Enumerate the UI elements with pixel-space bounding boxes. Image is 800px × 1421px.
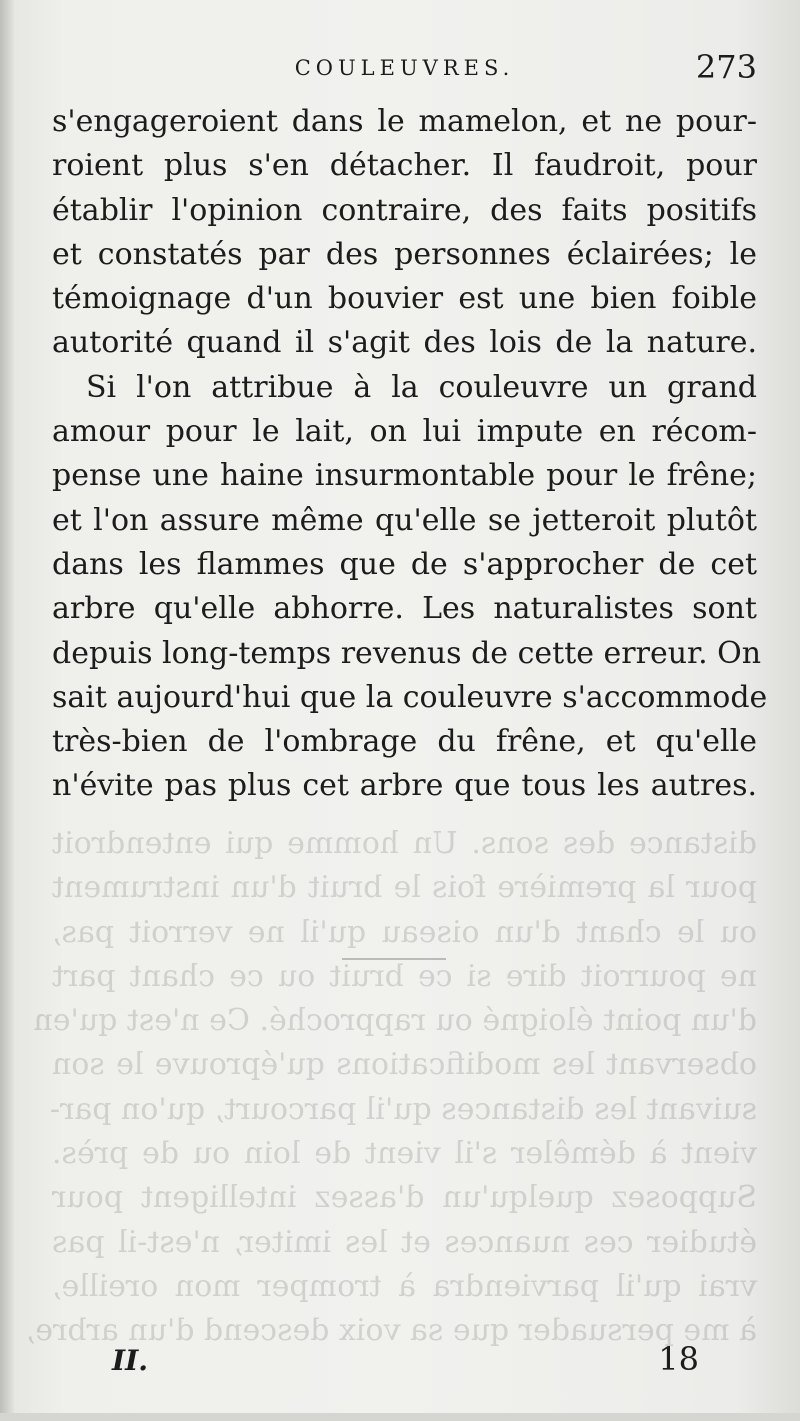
page-gutter-edge (0, 0, 14, 1421)
text-line: autorité quand il s'agit des lois de la nature. (52, 325, 757, 361)
text-line: très-bien de l'ombrage du frêne, et qu'elle (52, 724, 757, 760)
text-line: arbre qu'elle abhorre. Les naturalistes sont (52, 591, 757, 627)
text-line: roient plus s'en détacher. Il faudroit, pour (52, 148, 757, 184)
page-footer (52, 1340, 757, 1380)
text-line: s'engageroient dans le mamelon, et ne pour- (52, 104, 757, 139)
bleed-line: ne pourroit dire si ce bruit ou ce chant part (52, 958, 757, 994)
page-header (52, 48, 757, 92)
text-line: et constatés par des personnes éclairées; le (52, 236, 757, 272)
text-line: et l'on assure même qu'elle se jetteroit plutôt (52, 502, 757, 538)
text-line: amour pour le lait, on lui impute en récom- (52, 414, 757, 450)
bleed-line: d'un point éloigné ou rapproché. Ce n'est qu'en (33, 1003, 757, 1039)
bleed-line: à me persuader que sa voix descend d'un arbre, (25, 1313, 757, 1349)
text-line: établir l'opinion contraire, des faits positifs (52, 192, 757, 228)
text-line: depuis long-temps revenus de cette erreur. On (52, 635, 762, 671)
signature-mark: II. (112, 1344, 148, 1377)
bleed-line: distance des sons. Un homme qui entendroit (52, 826, 757, 861)
bleed-line: ou le chant d'un oiseau qu'il ne verroit pas, (52, 914, 757, 950)
text-line: Si l'on attribue à la couleuvre un grand (86, 369, 757, 405)
bleed-line: vrai qu'il parviendra à tromper mon oreille, (52, 1268, 757, 1304)
bleed-line: suivant les distances qu'il parcourt, qu'on par- (49, 1091, 757, 1127)
text-line: dans les flammes que de s'approcher de cet (52, 546, 757, 582)
bleed-through-rule (342, 958, 446, 960)
running-head: COULEUVRES. (294, 56, 515, 80)
gathering-number: 18 (658, 1340, 699, 1378)
page-bottom-edge (0, 1413, 800, 1421)
bleed-through-text (25, 822, 757, 1354)
text-line: témoignage d'un bouvier est une bien foible (52, 281, 757, 317)
text-line: sait aujourd'hui que la couleuvre s'accommode (52, 679, 768, 715)
text-line: n'évite pas plus cet arbre que tous les autres. (52, 768, 757, 804)
bleed-line: Supposez quelqu'un d'assez intelligent pour (52, 1180, 757, 1216)
body-text (52, 100, 768, 809)
bleed-line: observant les modifications qu'éprouve le son (52, 1047, 757, 1083)
bleed-line: étudier ces nuances et les imiter, n'est-il pas (52, 1224, 757, 1260)
page-number: 273 (695, 48, 757, 86)
text-line: pense une haine insurmontable pour le frêne; (52, 458, 757, 494)
bleed-line: pour la première fois le bruit d'un instrument (52, 870, 757, 906)
bleed-line: vient à démêler s'il vient de loin ou de près. (52, 1136, 757, 1172)
